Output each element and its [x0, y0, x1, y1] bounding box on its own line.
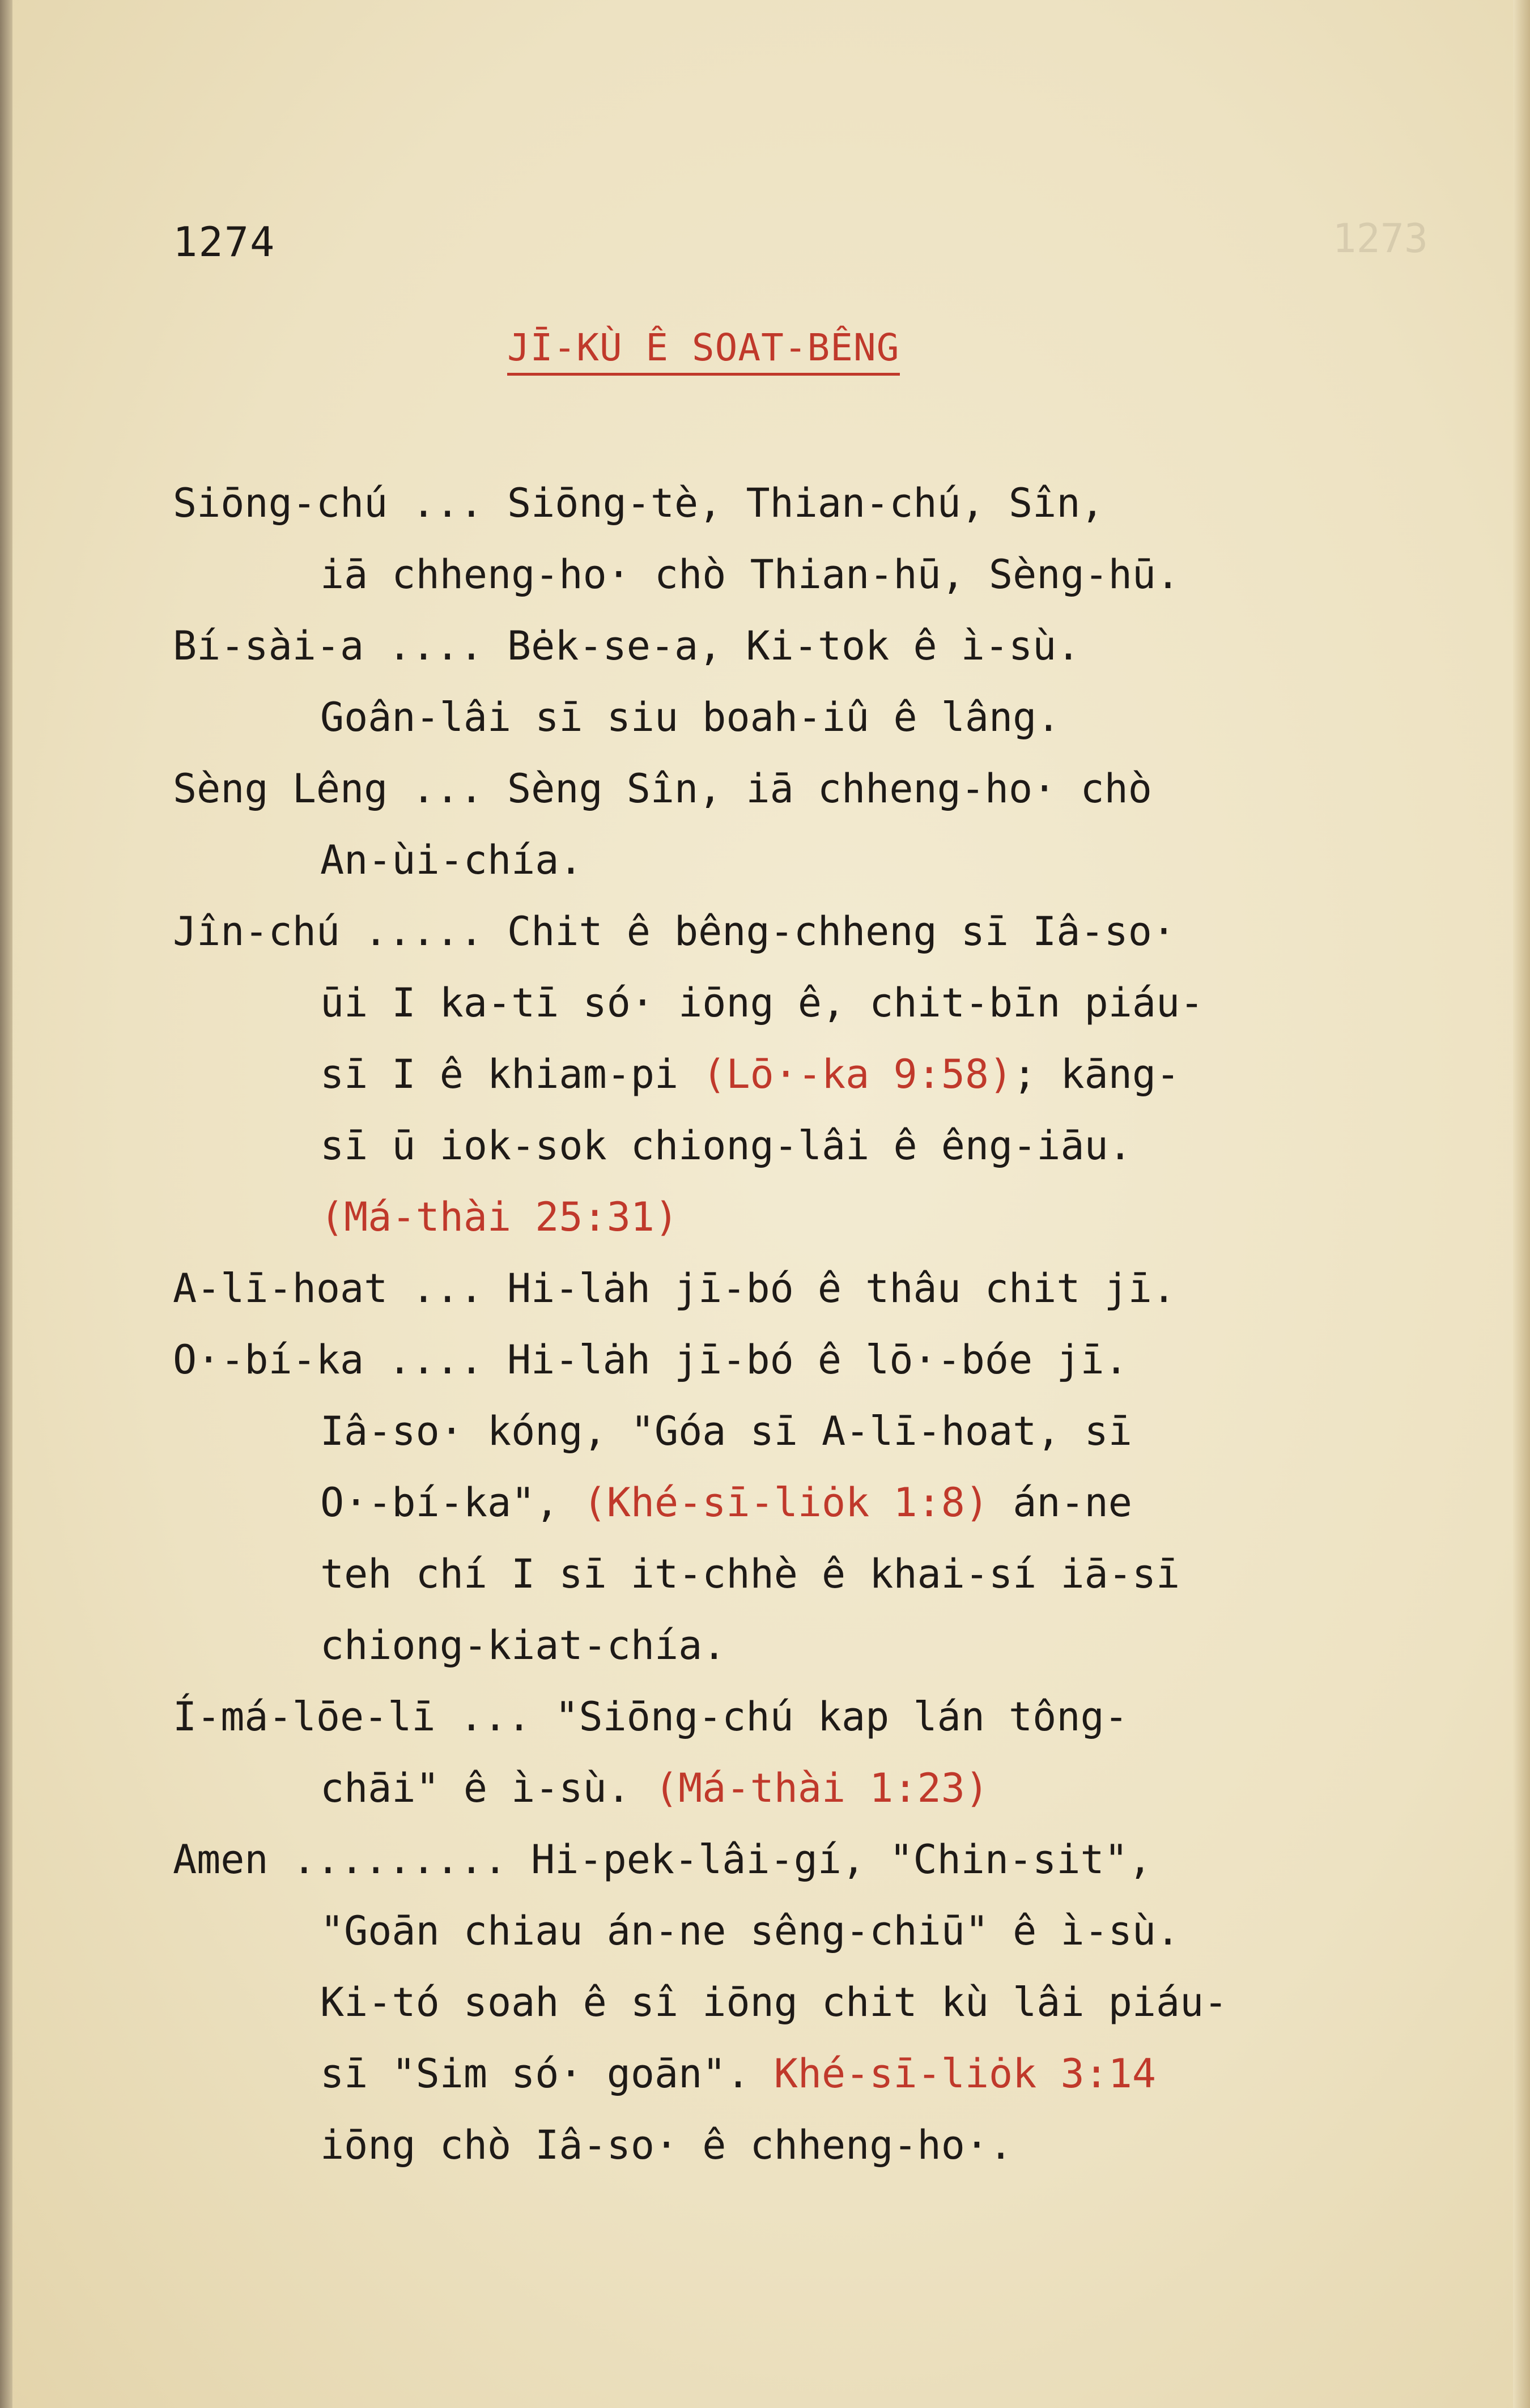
entry-term: Jîn-chú .....: [173, 908, 483, 955]
entry-definition: O·-bí-ka",: [320, 1479, 583, 1526]
glossary-entry: [173, 1324, 1386, 1681]
glossary-entry: [173, 896, 1386, 1253]
entry-term: Bí-sài-a ....: [173, 623, 483, 669]
entry-term: Siōng-chú ...: [173, 480, 483, 526]
glossary-entry: [173, 1824, 1386, 2181]
entry-definition: ; kāng-: [1013, 1051, 1180, 1097]
entry-definition: An-ùi-chía.: [320, 837, 583, 883]
bleed-through-page-number: 1273: [1332, 215, 1428, 262]
entry-definition: iōng chò Iâ-so· ê chheng-ho·.: [320, 2122, 1013, 2168]
scripture-reference: (Lō·-ka 9:58): [702, 1051, 1013, 1097]
entry-definition: chāi" ê ì-sù.: [320, 1765, 655, 1811]
scripture-reference: (Má-thài 25:31): [320, 1194, 679, 1240]
glossary-entry: [173, 753, 1386, 896]
glossary-entry: [173, 610, 1386, 753]
entry-definition: Hi-pek-lâi-gí, "Chin-sit",: [507, 1836, 1152, 1883]
entry-definition: chiong-kiat-chía.: [320, 1622, 726, 1669]
entry-term: O·-bí-ka ....: [173, 1337, 483, 1383]
entry-definition: án-ne: [989, 1479, 1132, 1526]
glossary-entry: [173, 1681, 1386, 1824]
glossary-list: [173, 467, 1386, 2181]
page-number: 1274: [173, 218, 276, 266]
entry-term: Amen .........: [173, 1836, 508, 1883]
entry-term: A-lī-hoat ...: [173, 1265, 483, 1312]
scripture-reference: Khé-sī-liȯk 3:14: [774, 2050, 1157, 2097]
entry-term: Sèng Lêng ...: [173, 765, 483, 812]
entry-definition: iā chheng-ho· chò Thian-hū, Sèng-hū.: [320, 551, 1180, 598]
entry-definition: "Goān chiau án-ne sêng-chiū" ê ì-sù.: [320, 1908, 1180, 1954]
entry-definition: Bėk-se-a, Ki-tok ê ì-sù.: [483, 623, 1081, 669]
entry-definition: sī "Sim só· goān".: [320, 2050, 774, 2097]
page-title: JĪ-KÙ Ê SOAT-BÊNG: [507, 326, 900, 376]
glossary-entry: [173, 467, 1386, 610]
entry-definition: sī I ê khiam-pi: [320, 1051, 703, 1097]
page-edge-right: [1513, 0, 1530, 2408]
entry-definition: ūi I ka-tī só· iōng ê, chit-bīn piáu-: [320, 980, 1204, 1026]
scripture-reference: (Khé-sī-liȯk 1:8): [583, 1479, 989, 1526]
entry-definition: "Siōng-chú kap lán tông-: [531, 1694, 1128, 1740]
entry-definition: sī ū iok-sok chiong-lâi ê êng-iāu.: [320, 1122, 1132, 1169]
scripture-reference: (Má-thài 1:23): [654, 1765, 989, 1811]
entry-definition: teh chí I sī it-chhè ê khai-sí iā-sī: [320, 1551, 1180, 1597]
entry-definition: Siōng-tè, Thian-chú, Sîn,: [483, 480, 1104, 526]
entry-definition: Chit ê bêng-chheng sī Iâ-so·: [483, 908, 1176, 955]
entry-definition: Goân-lâi sī siu boah-iû ê lâng.: [320, 694, 1061, 741]
entry-term: Í-má-lōe-lī ...: [173, 1694, 532, 1740]
entry-definition: Sèng Sîn, iā chheng-ho· chò: [483, 765, 1152, 812]
entry-definition: Ki-tó soah ê sî iōng chit kù lâi piáu-: [320, 1979, 1228, 2026]
page-edge-left: [0, 0, 12, 2408]
glossary-entry: [173, 1253, 1386, 1324]
entry-definition: Hi-lȧh jī-bó ê thâu chit jī.: [483, 1265, 1176, 1312]
entry-definition: Iâ-so· kóng, "Góa sī A-lī-hoat, sī: [320, 1408, 1132, 1454]
entry-definition: Hi-lȧh jī-bó ê lō·-bóe jī.: [483, 1337, 1128, 1383]
